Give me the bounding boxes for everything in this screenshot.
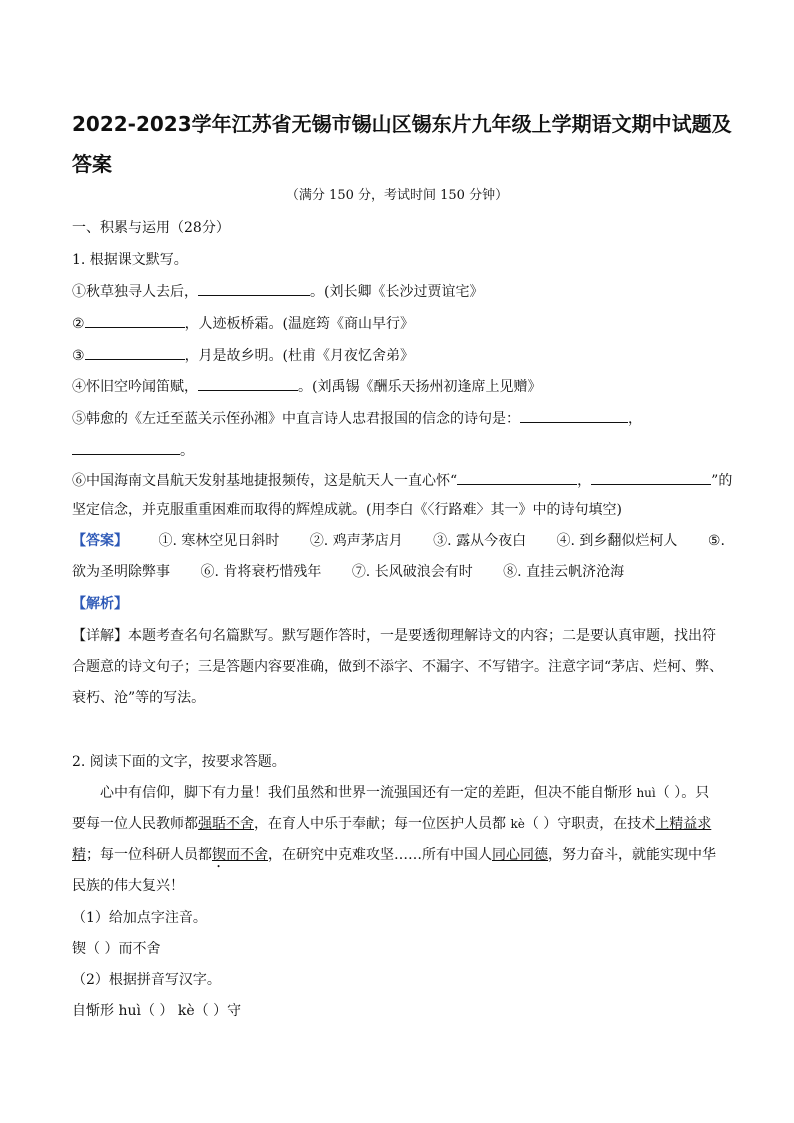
passage-text: ，努力奋斗，就能实现中华 xyxy=(548,847,716,863)
passage-text: 要每一位人民教师都 xyxy=(72,816,198,832)
passage-text: 心中有信仰，脚下有力量！我们虽然和世界一流强国还有一定的差距，但决不能自惭形 xyxy=(100,785,637,801)
question-1-item-3 xyxy=(72,345,722,366)
answer-8: ⑧. 直挂云帆济沧海 xyxy=(503,564,625,580)
question-2-prompt: 2. 阅读下面的文字，按要求答题。 xyxy=(72,754,286,770)
analysis-label xyxy=(72,594,722,614)
sub-question-2: （2）根据拼音写汉字。 xyxy=(72,972,221,988)
answer-row-1 xyxy=(72,531,725,551)
answer-blank[interactable] xyxy=(198,281,310,296)
passage-text: ，在育人中乐于奉献；每一位医护人员都 xyxy=(254,816,511,832)
item-text: ①秋草独寻人去后， xyxy=(72,284,198,300)
passage-line-3 xyxy=(72,845,722,871)
detail-line-2: 合题意的诗文句子；三是答题内容要准确，做到不添字、不漏字、不写错字。注意字词“茅店、烂柯、弊、 xyxy=(72,659,724,675)
pinyin: kè xyxy=(510,817,525,831)
detail-text: 本题考查名句名篇默写。默写题作答时，一是要透彻理解诗文的内容；二是要认真审题，找出符 xyxy=(128,628,716,644)
answer-label: 【答案】 xyxy=(72,533,128,549)
detail-line-1 xyxy=(72,626,722,646)
passage-text: （ ）守职责，在技术 xyxy=(524,816,656,832)
item-text: ④怀旧空吟闻笛赋， xyxy=(72,379,198,395)
item-source: ，月是故乡明。(杜甫《月夜忆舍弟》 xyxy=(184,348,415,364)
section-heading: 一、积累与运用（28分） xyxy=(72,220,230,236)
question-1-item-5-cont xyxy=(72,440,722,461)
answer-5-text: 欲为圣明除弊事 xyxy=(72,564,170,580)
passage-text: （ ）。只 xyxy=(655,785,710,801)
passage-line-2 xyxy=(72,814,722,834)
document-title: 2022-2023学年江苏省无锡市锡山区锡东片九年级上学期语文期中试题及答案 xyxy=(72,112,732,176)
analysis-label-text: 【解析】 xyxy=(72,596,128,612)
passage-line-4: 民族的伟大复兴！ xyxy=(72,878,184,894)
answer-blank[interactable] xyxy=(198,376,298,391)
item-punct: ”的 xyxy=(711,473,733,489)
detail-line-3: 衰朽、沧”等的写法。 xyxy=(72,690,206,706)
answer-blank[interactable] xyxy=(591,470,711,485)
item-source: ，人迹板桥霜。(温庭筠《商山早行》 xyxy=(184,316,415,332)
question-1-item-2 xyxy=(72,313,722,334)
underlined-phrase: 强聒不舍 xyxy=(198,816,254,832)
sub-question-2-item: 自惭形 huì（ ） kè（ ）守 xyxy=(72,1003,242,1019)
answer-row-2 xyxy=(72,562,722,582)
item-text: ⑤韩愈的《左迁至蓝关示侄孙湘》中直言诗人忠君报国的信念的诗句是： xyxy=(72,411,520,427)
question-1-item-6-cont: 坚定信念，并克服重重困难而取得的辉煌成就。(用李白《〈行路难〉其一》中的诗句填空) xyxy=(72,502,622,518)
answer-blank[interactable] xyxy=(457,470,577,485)
item-text: ⑥中国海南文昌航天发射基地捷报频传，这是航天人一直心怀“ xyxy=(72,473,458,489)
dotted-character: 锲 xyxy=(212,847,226,863)
underlined-phrase: 精 xyxy=(72,847,86,863)
answer-blank[interactable] xyxy=(85,313,185,328)
detail-label: 【详解】 xyxy=(72,628,128,644)
item-punct: 。 xyxy=(180,443,194,459)
answer-blank[interactable] xyxy=(72,440,180,455)
answer-1: ①. 寒林空见日斜时 xyxy=(158,533,280,549)
question-1-item-4 xyxy=(72,376,722,397)
underlined-phrase: 上精益求 xyxy=(655,816,712,832)
answer-3: ③. 露从今夜白 xyxy=(433,533,527,549)
answer-7: ⑦. 长风破浪会有时 xyxy=(351,564,473,580)
passage-line-1 xyxy=(72,783,750,803)
item-source: 。(刘禹锡《酬乐天扬州初逢席上见赠》 xyxy=(298,379,542,395)
question-1-item-6 xyxy=(72,470,733,491)
item-text: ② xyxy=(72,316,85,332)
question-1-prompt: 1. 根据课文默写。 xyxy=(72,252,188,268)
answer-4: ④. 到乡翻似烂柯人 xyxy=(556,533,678,549)
passage-text: ，在研究中克难攻坚……所有中国人 xyxy=(268,847,492,863)
answer-2: ②. 鸡声茅店月 xyxy=(309,533,403,549)
item-punct: ， xyxy=(628,411,642,427)
pinyin: huì xyxy=(636,786,656,800)
underlined-phrase: 而不舍 xyxy=(226,847,268,863)
question-1-item-5 xyxy=(72,408,722,429)
exam-info: （满分 150 分，考试时间 150 分钟） xyxy=(285,188,509,203)
answer-5: ⑤. xyxy=(707,533,725,549)
item-punct: ， xyxy=(577,473,592,489)
answer-6: ⑥. 肯将衰朽惜残年 xyxy=(200,564,322,580)
answer-blank[interactable] xyxy=(85,345,185,360)
underlined-phrase: 同心同德 xyxy=(492,847,548,863)
question-1-item-1 xyxy=(72,281,722,302)
sub-question-1-item: 锲（ ）而不舍 xyxy=(72,941,161,957)
passage-text: ；每一位科研人员都 xyxy=(86,847,212,863)
sub-question-1: （1）给加点字注音。 xyxy=(72,910,207,926)
item-text: ③ xyxy=(72,348,85,364)
answer-blank[interactable] xyxy=(520,408,628,423)
item-source: 。(刘长卿《长沙过贾谊宅》 xyxy=(310,284,484,300)
